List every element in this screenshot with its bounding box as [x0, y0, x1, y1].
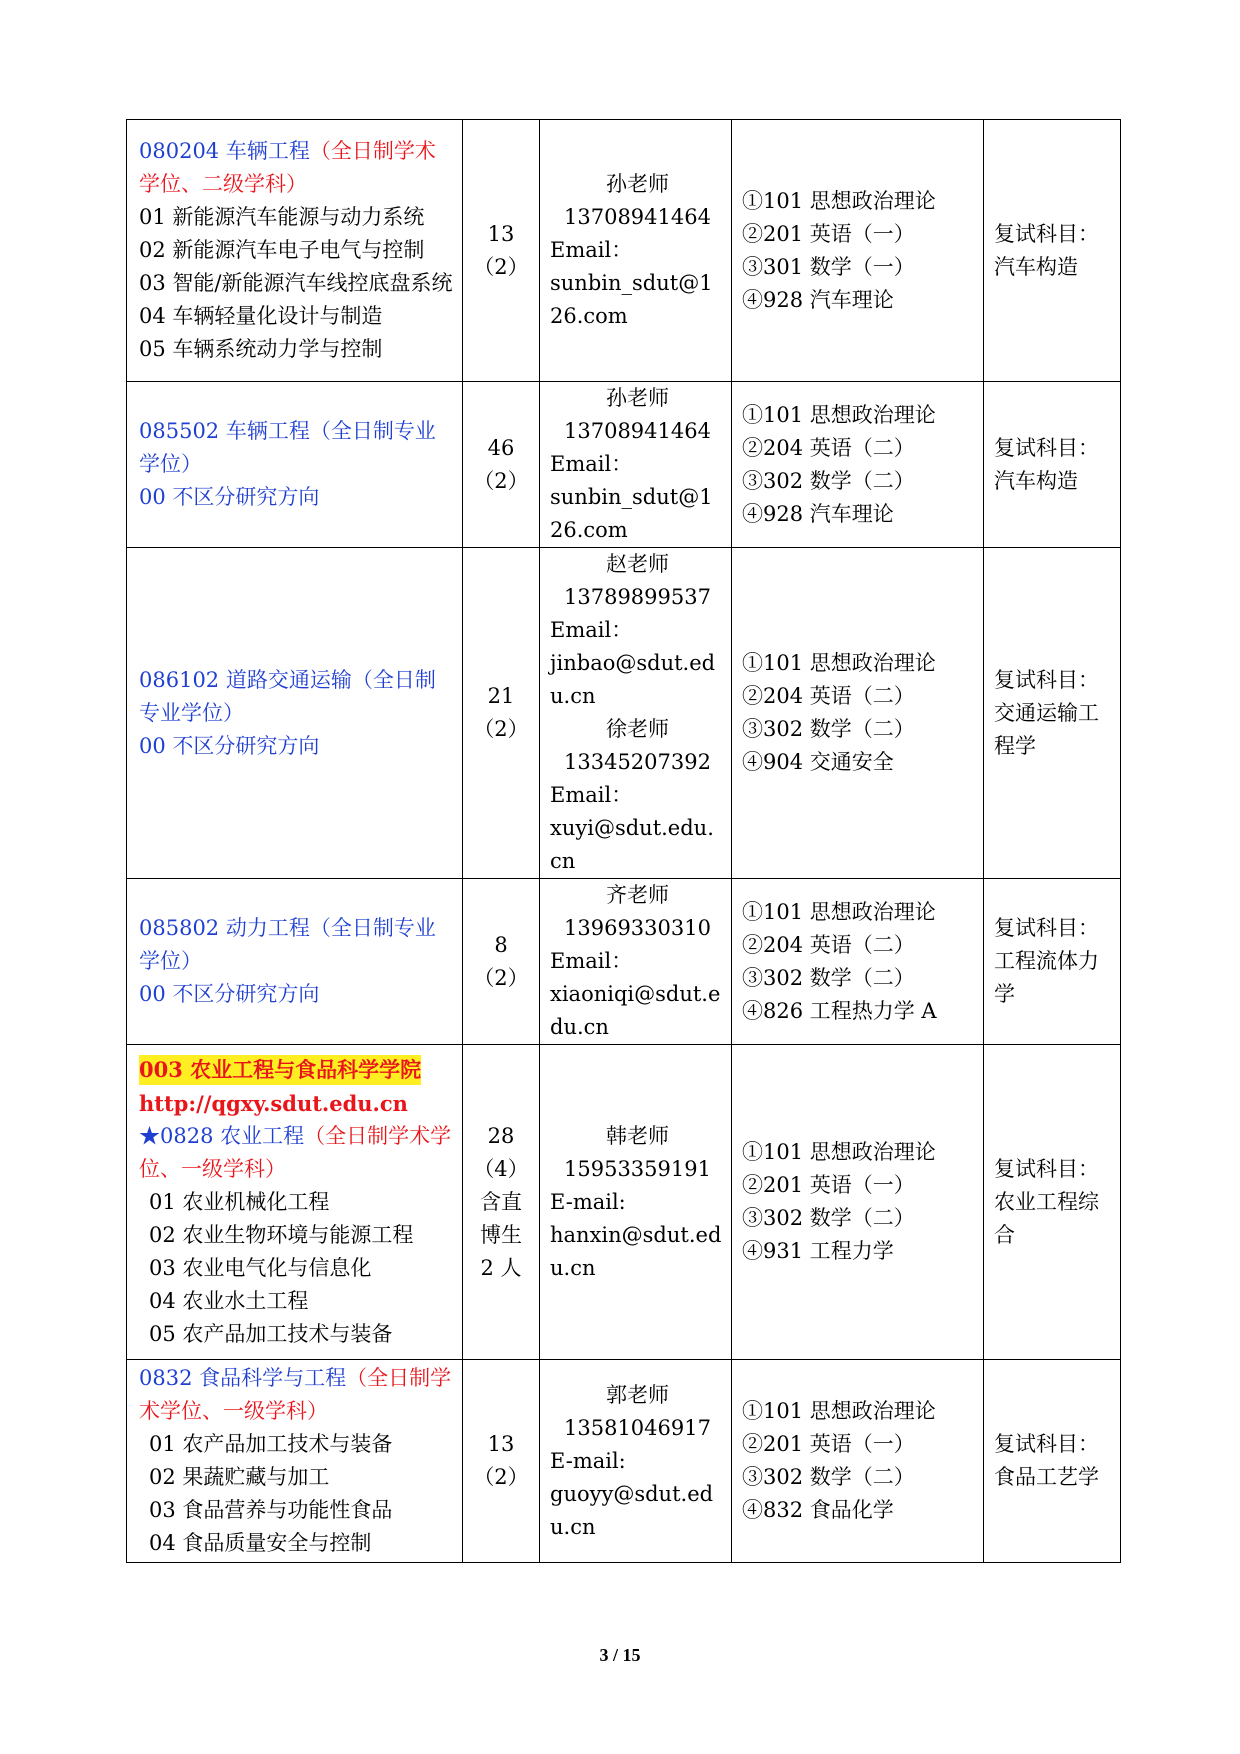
contact-email: xuyi@sdut.edu.cn — [550, 816, 714, 873]
email-label: Email： — [550, 949, 633, 973]
exam-cell — [732, 120, 984, 382]
star-icon: ★ — [139, 1123, 160, 1148]
contact-email: jinbao@sdut.edu.cn — [550, 651, 716, 708]
contact-cell — [540, 548, 732, 879]
quota-note: （2） — [473, 1465, 529, 1489]
contact-phone: 13345207392 — [564, 750, 711, 774]
program-cell — [127, 120, 463, 382]
retest-cell — [984, 879, 1121, 1045]
contact-email: sunbin_sdut@126.com — [550, 271, 713, 328]
retest-subject: 农业工程综合 — [994, 1189, 1099, 1247]
retest-cell — [984, 1360, 1121, 1563]
table-row — [127, 120, 1121, 382]
exam-subject: ①101 思想政治理论 — [742, 1399, 936, 1423]
direction-item: 01 新能源汽车能源与动力系统 — [139, 205, 425, 229]
direction-item: 01 农业机械化工程 — [149, 1189, 330, 1214]
retest-subject: 工程流体力学 — [994, 949, 1099, 1006]
contact-name: 齐老师 — [606, 883, 669, 907]
contact-name: 韩老师 — [606, 1123, 669, 1148]
retest-label: 复试科目： — [994, 435, 1099, 460]
quota-number: 8 — [494, 932, 508, 957]
direction-item: 00 不区分研究方向 — [139, 733, 320, 758]
exam-subject: ②201 英语（一） — [742, 1173, 915, 1197]
direction-item: 03 食品营养与功能性食品 — [149, 1498, 393, 1522]
quota-cell — [463, 120, 540, 382]
exam-subject: ②201 英语（一） — [742, 221, 915, 246]
exam-subject: ①101 思想政治理论 — [742, 899, 936, 924]
exam-subject: ①101 思想政治理论 — [742, 1140, 936, 1164]
direction-item: 02 果蔬贮藏与加工 — [149, 1465, 330, 1489]
program-code-title: 0832 食品科学与工程 — [139, 1366, 347, 1390]
contact-name: 郭老师 — [606, 1382, 669, 1407]
exam-subject: ③302 数学（二） — [742, 1465, 915, 1489]
contact-phone: 13708941464 — [564, 419, 711, 443]
exam-subject: ③302 数学（二） — [742, 965, 915, 990]
table-row — [127, 548, 1121, 879]
exam-subject: ①101 思想政治理论 — [742, 651, 936, 675]
direction-item: 02 新能源汽车电子电气与控制 — [139, 238, 425, 262]
contact-cell — [540, 120, 732, 382]
contact-cell — [540, 382, 732, 548]
direction-item: 00 不区分研究方向 — [139, 485, 320, 509]
exam-subject: ②204 英语（二） — [742, 684, 915, 708]
quota-cell — [463, 1360, 540, 1563]
program-code-title: 080204 车辆工程 — [139, 139, 310, 163]
retest-subject: 汽车构造 — [994, 468, 1078, 493]
table-row — [127, 1360, 1121, 1563]
quota-note: （2） — [473, 254, 529, 279]
program-cell — [127, 548, 463, 879]
program-code-title: 0828 农业工程 — [160, 1123, 305, 1148]
direction-item: 03 智能/新能源汽车线控底盘系统 — [139, 271, 453, 295]
email-label: Email： — [550, 618, 633, 642]
program-code-title: 085802 动力工程（全日制专业学位） — [139, 916, 436, 973]
email-label: Email： — [550, 238, 633, 262]
program-cell — [127, 1360, 463, 1563]
quota-note: 博生 — [480, 1222, 522, 1247]
quota-note: 2 人 — [480, 1255, 522, 1280]
program-type-note: （全日制学术学位、一级学科） — [139, 1123, 452, 1181]
college-url[interactable]: http://qgxy.sdut.edu.cn — [139, 1090, 408, 1116]
exam-cell — [732, 879, 984, 1045]
exam-subject: ④928 汽车理论 — [742, 501, 894, 526]
contact-name: 孙老师 — [606, 386, 669, 410]
program-code-title: 086102 道路交通运输（全日制专业学位） — [139, 667, 436, 725]
direction-item: 02 农业生物环境与能源工程 — [149, 1222, 414, 1247]
college-name: 003 农业工程与食品科学学院 — [139, 1055, 421, 1085]
program-cell — [127, 879, 463, 1045]
quota-number: 28 — [487, 1123, 515, 1148]
exam-subject: ②201 英语（一） — [742, 1432, 915, 1456]
exam-cell — [732, 382, 984, 548]
quota-note: （2） — [473, 965, 529, 990]
contact-cell — [540, 1045, 732, 1360]
direction-item: 03 农业电气化与信息化 — [149, 1255, 372, 1280]
contact-name: 赵老师 — [606, 552, 669, 576]
exam-subject: ④928 汽车理论 — [742, 287, 894, 312]
quota-cell — [463, 548, 540, 879]
quota-number: 13 — [487, 221, 515, 246]
quota-note: （4） — [473, 1156, 529, 1181]
retest-subject: 食品工艺学 — [994, 1465, 1099, 1489]
table-row — [127, 382, 1121, 548]
exam-cell — [732, 1045, 984, 1360]
exam-subject: ④931 工程力学 — [742, 1239, 894, 1263]
quota-note: 含直 — [480, 1189, 522, 1214]
contact-phone: 13969330310 — [564, 916, 711, 940]
exam-subject: ②204 英语（二） — [742, 435, 915, 460]
contact-cell — [540, 879, 732, 1045]
exam-subject: ③302 数学（二） — [742, 468, 915, 493]
retest-label: 复试科目： — [994, 1432, 1099, 1456]
exam-subject: ①101 思想政治理论 — [742, 402, 936, 427]
exam-subject: ④826 工程热力学 A — [742, 998, 937, 1023]
program-cell — [127, 1045, 463, 1360]
table-row — [127, 1045, 1121, 1360]
exam-cell — [732, 548, 984, 879]
email-label: E-mail: — [550, 1448, 626, 1473]
email-label: Email： — [550, 783, 633, 807]
quota-cell — [463, 1045, 540, 1360]
retest-cell — [984, 120, 1121, 382]
direction-item: 05 车辆系统动力学与控制 — [139, 337, 383, 361]
page-number: 3 / 15 — [599, 1645, 641, 1665]
contact-cell — [540, 1360, 732, 1563]
retest-subject: 汽车构造 — [994, 254, 1078, 279]
quota-cell — [463, 382, 540, 548]
contact-email: guoyy@sdut.edu.cn — [550, 1481, 714, 1539]
exam-subject: ④832 食品化学 — [742, 1498, 894, 1522]
direction-item: 04 农业水土工程 — [149, 1288, 309, 1313]
direction-item: 04 车辆轻量化设计与制造 — [139, 304, 383, 328]
retest-cell — [984, 382, 1121, 548]
program-code-title: 085502 车辆工程（全日制专业学位） — [139, 419, 436, 476]
program-type-note: （全日制学术学位、一级学科） — [139, 1366, 452, 1423]
retest-label: 复试科目： — [994, 1156, 1099, 1181]
contact-phone: 13789899537 — [564, 585, 711, 609]
contact-name: 徐老师 — [606, 717, 669, 741]
email-label: Email： — [550, 452, 633, 476]
retest-cell — [984, 548, 1121, 879]
direction-item: 01 农产品加工技术与装备 — [149, 1432, 393, 1456]
direction-item: 04 食品质量安全与控制 — [149, 1531, 372, 1555]
retest-label: 复试科目： — [994, 916, 1099, 940]
retest-label: 复试科目： — [994, 221, 1099, 246]
retest-subject: 交通运输工程学 — [994, 700, 1099, 758]
email-label: E-mail: — [550, 1189, 626, 1214]
quota-note: （2） — [473, 468, 529, 493]
contact-email: sunbin_sdut@126.com — [550, 485, 713, 542]
contact-name: 孙老师 — [606, 172, 669, 196]
contact-email: hanxin@sdut.edu.cn — [550, 1222, 722, 1280]
contact-phone: 15953359191 — [564, 1156, 711, 1181]
quota-number: 13 — [487, 1432, 515, 1456]
exam-subject: ③302 数学（二） — [742, 717, 915, 741]
exam-subject: ③302 数学（二） — [742, 1206, 915, 1230]
direction-item: 00 不区分研究方向 — [139, 982, 320, 1006]
exam-subject: ④904 交通安全 — [742, 750, 894, 774]
admissions-table — [126, 119, 1121, 1563]
table-row — [127, 879, 1121, 1045]
quota-number: 21 — [487, 684, 515, 708]
contact-phone: 13708941464 — [564, 205, 711, 229]
exam-subject: ③301 数学（一） — [742, 254, 915, 279]
retest-label: 复试科目： — [994, 667, 1099, 692]
exam-cell — [732, 1360, 984, 1563]
program-cell — [127, 382, 463, 548]
quota-number: 46 — [487, 435, 515, 460]
contact-phone: 13581046917 — [564, 1415, 711, 1440]
retest-cell — [984, 1045, 1121, 1360]
program-type-note: （全日制学术学位、二级学科） — [139, 139, 436, 196]
quota-cell — [463, 879, 540, 1045]
exam-subject: ①101 思想政治理论 — [742, 188, 936, 213]
contact-email: xiaoniqi@sdut.edu.cn — [550, 982, 721, 1039]
exam-subject: ②204 英语（二） — [742, 932, 915, 957]
quota-note: （2） — [473, 717, 529, 741]
direction-item: 05 农产品加工技术与装备 — [149, 1321, 393, 1346]
